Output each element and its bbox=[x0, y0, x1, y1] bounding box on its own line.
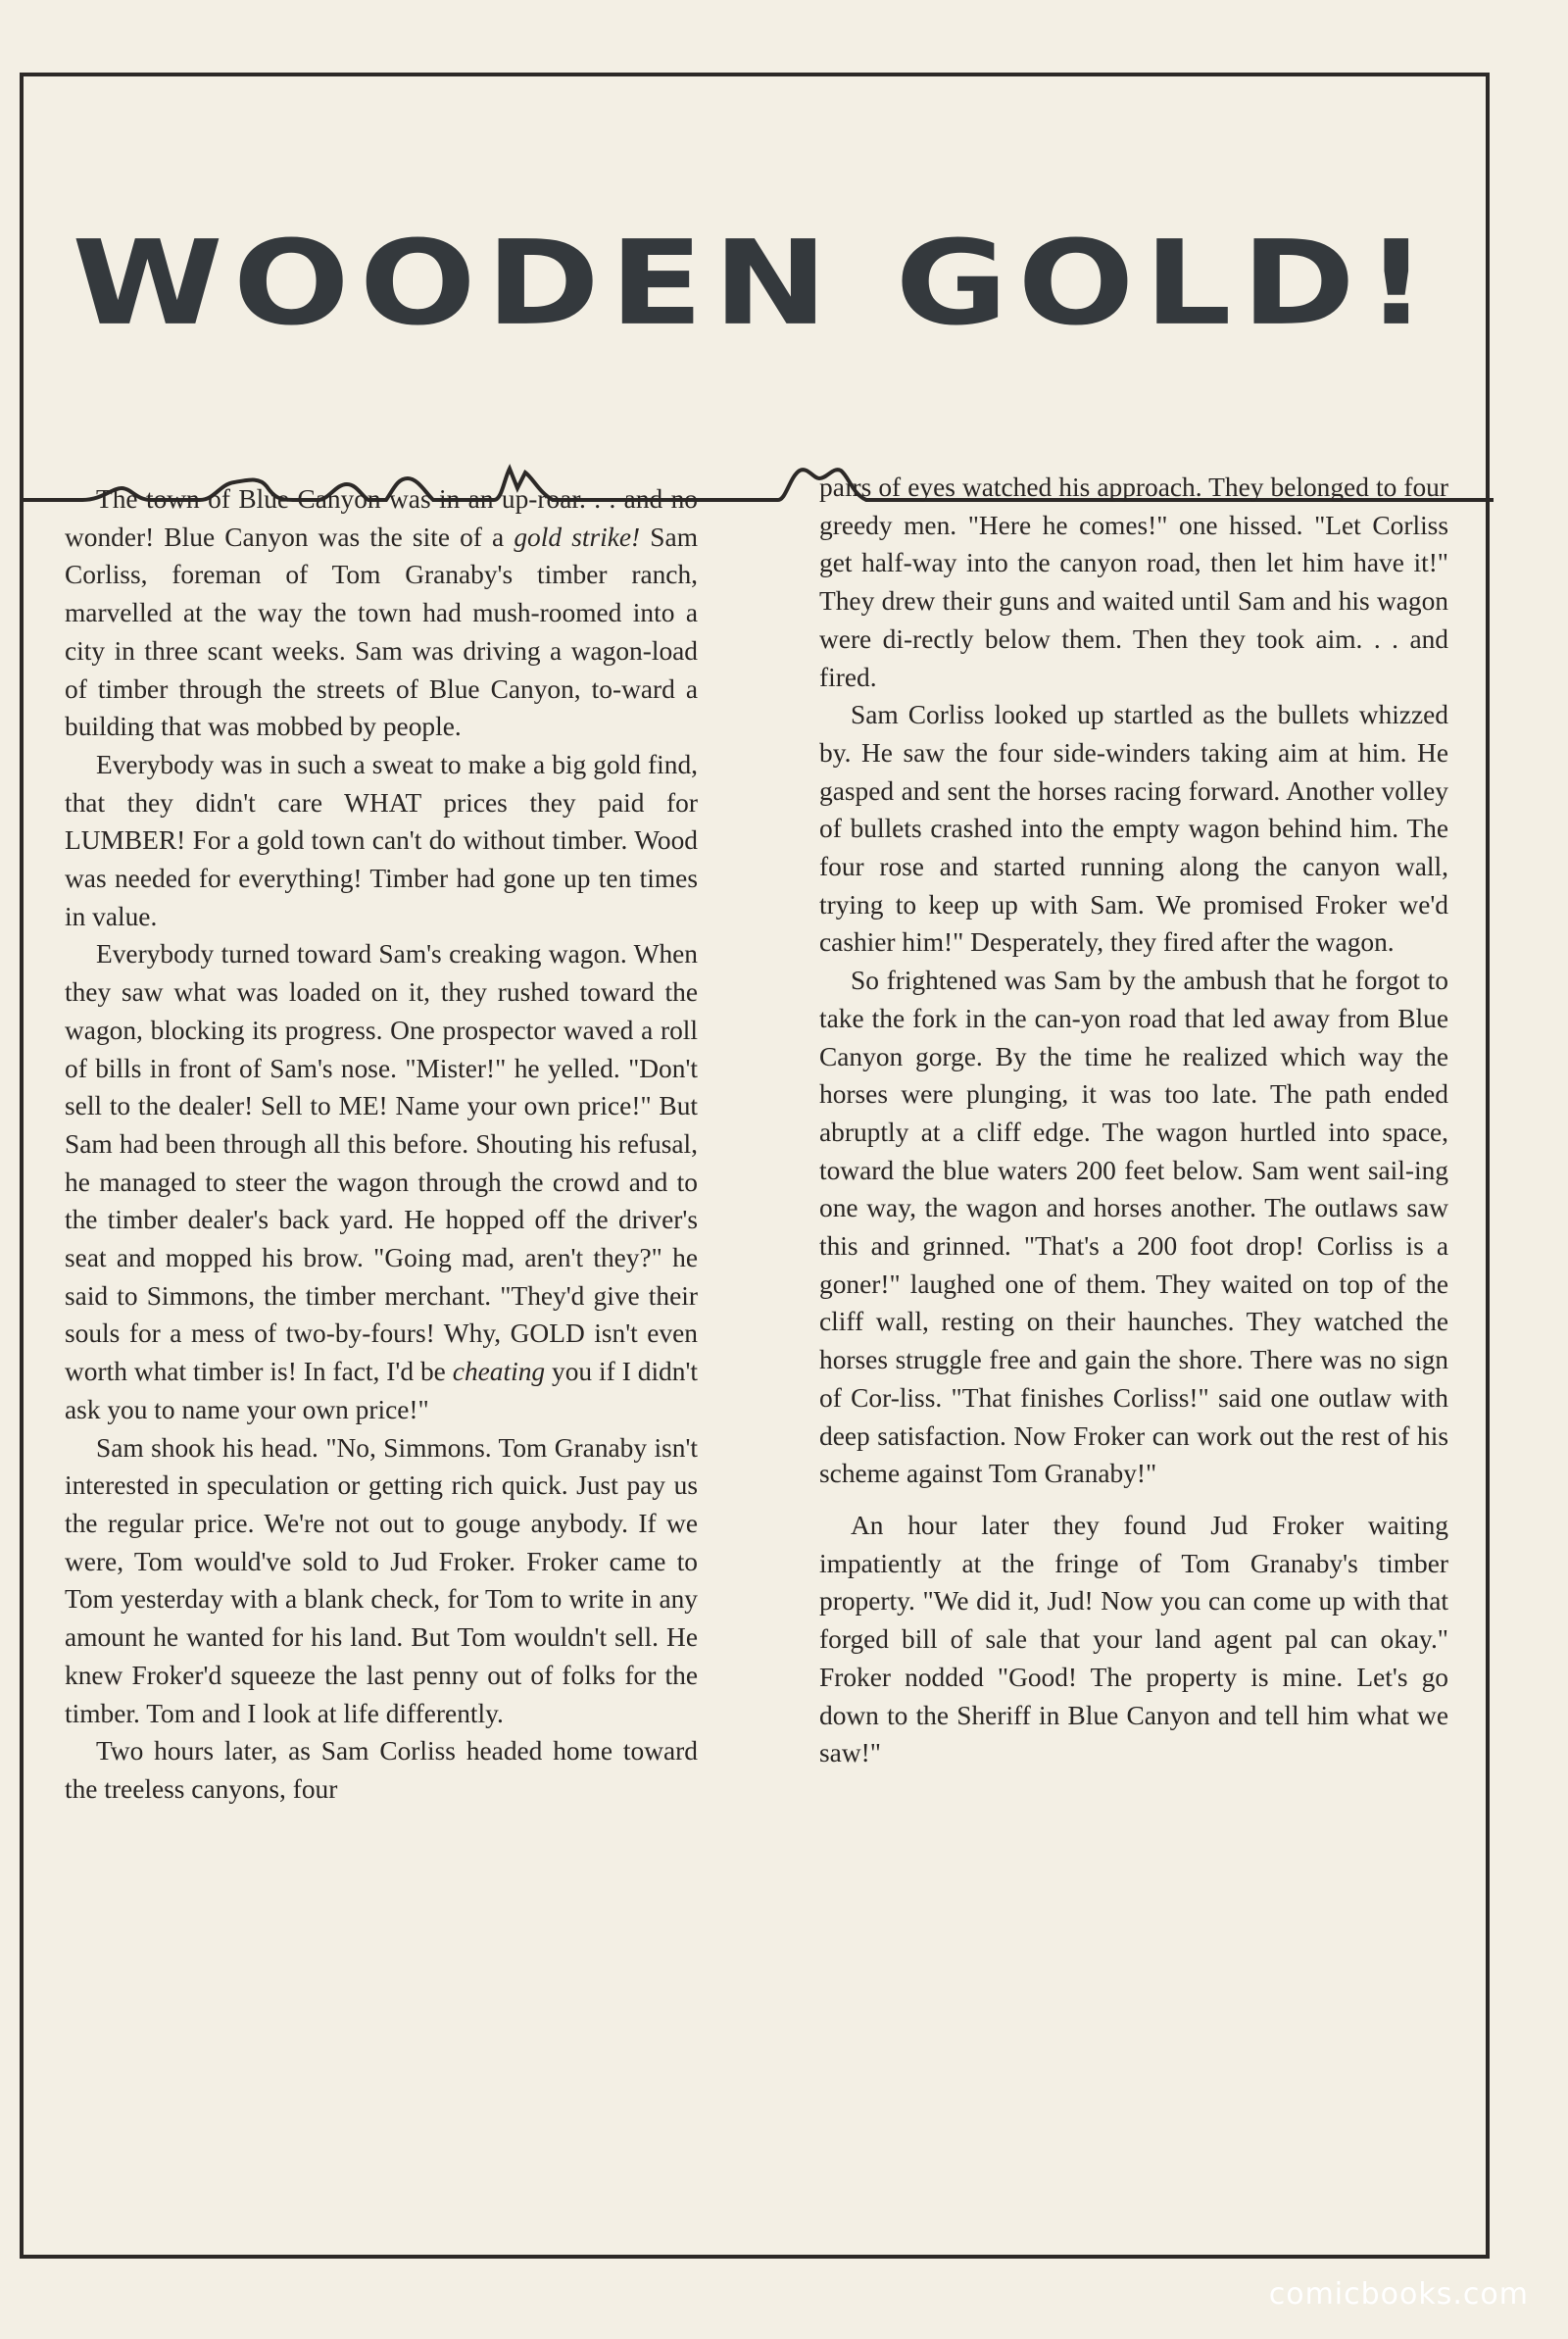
text-italic: gold strike! bbox=[514, 522, 641, 552]
text-italic: cheating bbox=[452, 1357, 546, 1387]
watermark: comicbooks.com bbox=[1268, 2277, 1529, 2312]
paragraph: An hour later they found Jud Froker waiting impatiently at the fringe of Tom Granaby's timber property. "We did it, Jud! Now you can come up with that forged bill of sale that your land agent pal can okay." Froker nodded "Good! The property is mine. Let's go down to the Sheriff in Blue Canyon and tell him what we saw!" bbox=[819, 1510, 1448, 1768]
paragraph: Two hours later, as Sam Corliss headed home toward the treeless canyons, four bbox=[65, 1736, 698, 1804]
paragraph bbox=[65, 935, 698, 1428]
paragraph: pairs of eyes watched his approach. They belonged to four greedy men. "Here he comes!" one hissed. "Let Corliss get half-way into the canyon road, then let him have it!" They drew their guns and waited until Sam and his wagon were di-rectly below them. Then they took aim. . . and fired. bbox=[819, 473, 1448, 692]
paragraph: Sam shook his head. "No, Simmons. Tom Granaby isn't interested in speculation or getting rich quick. Just pay us the regular price. We're not out to gouge anybody. If we were, Tom would've sold to Jud Froker. Froker came to Tom yesterday with a blank check, for Tom to write in any amount he wanted for his land. But Tom wouldn't sell. He knew Froker'd squeeze the last penny out of folks for the timber. Tom and I look at life differently. bbox=[65, 1432, 698, 1728]
text: Everybody turned toward Sam's creaking wagon. When they saw what was loaded on it, they rushed toward the wagon, blocking its progress. One prospector waved a roll of bills in front of Sam's nose. "Mister!" he yelled. "Don't sell to the dealer! Sell to ME! Name your own price!" But Sam had been through all this before. Shouting his refusal, he managed to steer the wagon through the crowd and to the timber dealer's back yard. He hopped off the driver's seat and mopped his brow. "Going mad, aren't they?" he said to Simmons, the timber merchant. "They'd give their souls for a mess of two-by-fours! Why, GOLD isn't even worth what timber is! In fact, I'd be bbox=[65, 939, 698, 1387]
left-column bbox=[65, 480, 698, 1809]
paragraph: Sam Corliss looked up startled as the bullets whizzed by. He saw the four side-winders taking aim at him. He gasped and sent the horses racing forward. Another volley of bullets crashed into the empty wagon behind him. The four rose and started running along the canyon wall, trying to keep up with Sam. We promised Froker we'd cashier him!" Desperately, they fired after the wagon. bbox=[819, 700, 1448, 958]
text: Sam Corliss, foreman of Tom Granaby's timber ranch, marvelled at the way the town had mush-roomed into a city in three scant weeks. Sam was driving a wagon-load of timber through the streets of Blue Canyon, to-ward a building that was mobbed by people. bbox=[65, 522, 699, 742]
text: you if I didn't ask you to name your own price!" bbox=[65, 1357, 698, 1424]
story-title: WOODEN GOLD! bbox=[72, 216, 1438, 352]
right-column bbox=[819, 469, 1448, 1772]
paragraph bbox=[65, 480, 698, 746]
text: The town of Blue Canyon was in an up-roar. . . and no wonder! Blue Canyon was the site of a bbox=[65, 484, 698, 552]
paragraph: So frightened was Sam by the ambush that he forgot to take the fork in the can-yon road that led away from Blue Canyon gorge. By the time he realized which way the horses were plunging, it was too late. The path ended abruptly at a cliff edge. The wagon hurtled into space, toward the blue waters 200 feet below. Sam went sail-ing one way, the wagon and horses another. The outlaws saw this and grinned. "That's a 200 foot drop! Corliss is a goner!" laughed one of them. They waited on top of the cliff wall, resting on their haunches. They watched the horses struggle free and gain the shore. There was no sign of Cor-liss. "That finishes Corliss!" said one outlaw with deep satisfaction. Now Froker can work out the rest of his scheme against Tom Granaby!" bbox=[819, 966, 1448, 1489]
paragraph: Everybody was in such a sweat to make a big gold find, that they didn't care WHAT prices they paid for LUMBER! For a gold town can't do without timber. Wood was needed for everything! Timber had gone up ten times in value. bbox=[65, 749, 698, 931]
